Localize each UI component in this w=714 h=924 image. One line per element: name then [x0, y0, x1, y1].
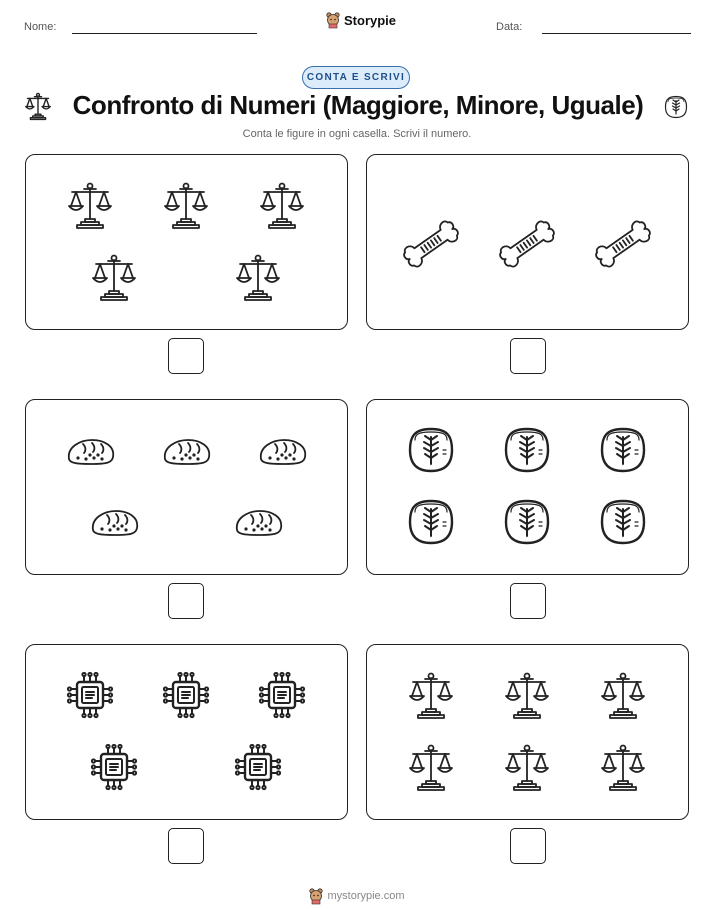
wheat-badge-icon — [407, 426, 455, 474]
chip-icon — [258, 671, 306, 719]
wheat-badge-icon — [503, 426, 551, 474]
date-line[interactable] — [542, 33, 691, 34]
bear-icon — [326, 12, 340, 28]
scale-icon — [66, 181, 114, 229]
count-panel-2 — [366, 154, 689, 330]
name-label: Nome: — [24, 21, 57, 33]
scale-icon — [407, 743, 455, 791]
footer — [0, 888, 714, 904]
chip-icon — [66, 671, 114, 719]
page-title: Confronto di Numeri (Maggiore, Minore, Uguale) — [72, 90, 644, 120]
chip-icon — [234, 743, 282, 791]
wheat-badge-icon — [407, 498, 455, 546]
scale-icon — [234, 253, 282, 301]
bread-icon — [162, 437, 212, 467]
answer-box-3[interactable] — [168, 583, 204, 619]
activity-badge: CONTA E SCRIVI — [302, 66, 410, 89]
footer-url[interactable]: mystorypie.com — [327, 890, 405, 902]
scale-icon — [90, 253, 138, 301]
bone-icon — [593, 214, 653, 274]
count-panel-6 — [366, 644, 689, 820]
scale-icon — [23, 92, 53, 120]
brand-logo — [326, 12, 396, 28]
scale-icon — [258, 181, 306, 229]
brand-name: Storypie — [344, 12, 397, 28]
scale-icon — [407, 671, 455, 719]
name-line[interactable] — [72, 33, 257, 34]
bread-icon — [90, 508, 140, 538]
count-panel-1 — [25, 154, 348, 330]
bear-icon — [309, 888, 323, 904]
answer-box-6[interactable] — [510, 828, 546, 864]
bread-icon — [234, 508, 284, 538]
bread-icon — [66, 437, 116, 467]
chip-icon — [162, 671, 210, 719]
scale-icon — [503, 671, 551, 719]
wheat-badge-icon — [664, 95, 688, 119]
wheat-badge-icon — [503, 498, 551, 546]
bone-icon — [497, 214, 557, 274]
answer-box-2[interactable] — [510, 338, 546, 374]
count-panel-4 — [366, 399, 689, 575]
count-panel-5 — [25, 644, 348, 820]
bone-icon — [401, 214, 461, 274]
answer-box-4[interactable] — [510, 583, 546, 619]
wheat-badge-icon — [599, 498, 647, 546]
date-label: Data: — [496, 21, 523, 33]
bread-icon — [258, 437, 308, 467]
scale-icon — [162, 181, 210, 229]
scale-icon — [599, 743, 647, 791]
count-panel-3 — [25, 399, 348, 575]
answer-box-1[interactable] — [168, 338, 204, 374]
scale-icon — [503, 743, 551, 791]
chip-icon — [90, 743, 138, 791]
page-subtitle: Conta le figure in ogni casella. Scrivi il numero. — [242, 128, 472, 140]
answer-box-5[interactable] — [168, 828, 204, 864]
scale-icon — [599, 671, 647, 719]
wheat-badge-icon — [599, 426, 647, 474]
